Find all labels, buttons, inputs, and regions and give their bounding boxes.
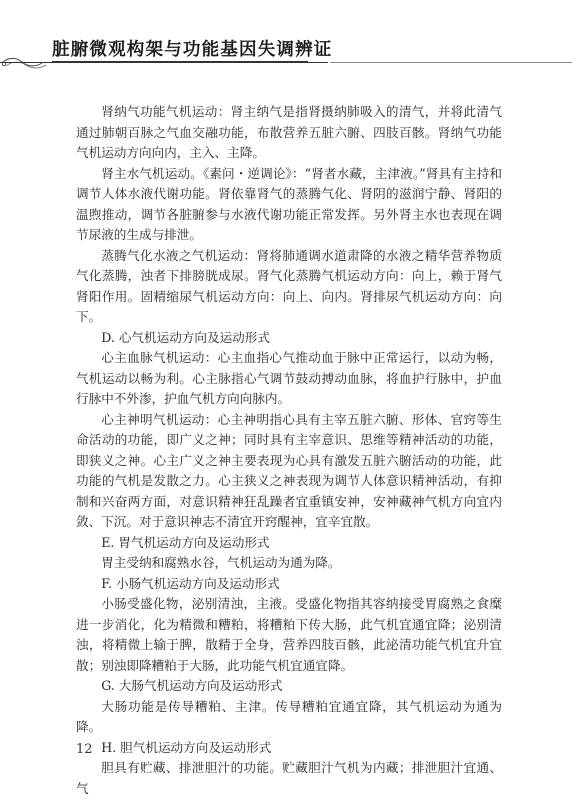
book-title: 脏腑微观构架与功能基因失调辨证 xyxy=(52,40,333,60)
section-heading: D. 心气机运动方向及运动形式 xyxy=(101,329,270,345)
paragraph: 蒸腾气化水液之气机运动：肾将肺通调水道肃降的水液之精华营养物质气化蒸腾，浊者下排膀胱成尿。肾气化蒸腾气机运动方向：向上，赖于肾气肾阳作用。固精缩尿气机运动方向：向上、向内。肾排尿气机运动方向：向下。 xyxy=(76,247,502,324)
paragraph: 胆具有贮藏、排泄胆汁的功能。贮藏胆汁气机为内藏；排泄胆汁宜通、气 xyxy=(76,760,502,796)
section-heading: E. 胃气机运动方向及运动形式 xyxy=(101,534,270,550)
paragraph: 小肠受盛化物，泌别清浊，主液。受盛化物指其容纳接受胃腐熟之食糜进一步消化，化为精微和糟粕，将糟粕下传大肠，此气机宜通宜降；泌别清浊，将精微上输于脾，散精于全身，营养四肢百骸，此泌清功能气机宜升宜散；别浊即降糟粕于大肠，此功能气机宜通宜降。 xyxy=(76,596,502,673)
paragraph: 大肠功能是传导糟粕、主津。传导糟粕宜通宜降，其气机运动为通为降。 xyxy=(76,698,502,734)
paragraph: 心主神明气机运动：心主神明指心具有主宰五脏六腑、形体、官窍等生命活动的功能，即广义之神；同时具有主宰意识、思维等精神活动的功能，即狭义之神。心主广义之神主要表现为心具有激发五脏六腑活动的功能，此功能的气机是发散之力。心主狭义之神表现为调节人体意识精神活动，有抑制和兴奋两方面，对意识精神狂乱躁者宜重镇安神，安神藏神气机方向宜内敛、下沉。对于意识神志不清宜开窍醒神，宜辛宜散。 xyxy=(76,411,502,529)
header-rule-right xyxy=(330,62,572,63)
header-rule-left xyxy=(0,62,52,63)
section-heading: G. 大肠气机运动方向及运动形式 xyxy=(101,678,283,693)
header-rule-main xyxy=(52,61,308,63)
header-rule-mid xyxy=(308,62,328,63)
section-heading: F. 小肠气机运动方向及运动形式 xyxy=(101,575,280,591)
paragraph: 肾纳气功能气机运动：肾主纳气是指肾摄纳肺吸入的清气，并将此清气通过肺朝百脉之气血交融功能，布散营养五脏六腑、四肢百骸。肾纳气功能气机运动方向向内，主入、主降。 xyxy=(76,104,502,160)
section-heading: H. 胆气机运动方向及运动形式 xyxy=(101,739,272,755)
paragraph: 胃主受纳和腐熟水谷，气机运动为通为降。 xyxy=(101,555,341,570)
paragraph: 肾主水气机运动。《素问・逆调论》：“肾者水藏，主津液。”肾具有主持和调节人体水液代谢功能。肾依靠肾气的蒸腾气化、肾阴的滋润宁静、肾阳的温煦推动，调节各脏腑参与水液代谢功能正常发挥。另外肾主水也表现在调节尿液的生成与排泄。 xyxy=(76,165,502,242)
body-text xyxy=(76,102,502,799)
running-header xyxy=(0,0,572,70)
page-number: 12 xyxy=(76,742,93,757)
paragraph: 心主血脉气机运动：心主血指心气推动血于脉中正常运行，以动为畅，气机运动以畅为利。心主脉指心气调节鼓动搏动血脉，将血护行脉中，护血行脉中不外渗，护血气机方向向脉内。 xyxy=(76,350,502,406)
